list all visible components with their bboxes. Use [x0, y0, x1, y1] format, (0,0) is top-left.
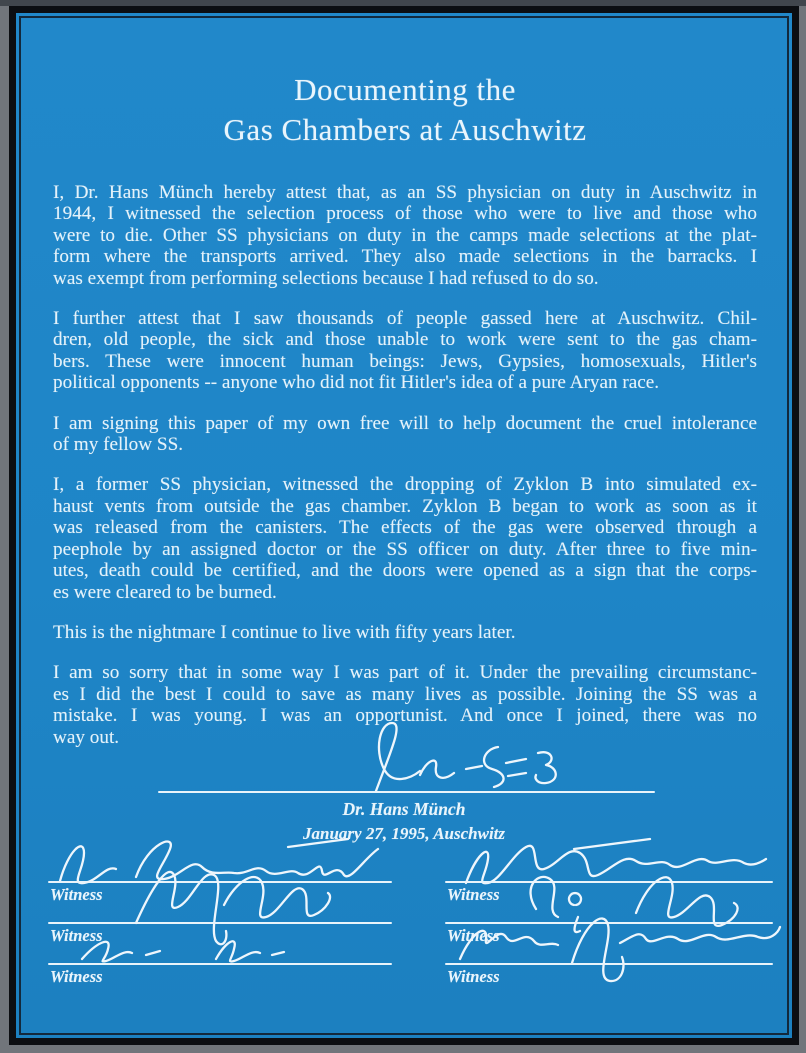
- text-line: was released from the canisters. The effects of the gas were observed through a: [53, 517, 757, 539]
- text-line: 1944, I witnessed the selection process of those who were to live and those who: [53, 203, 757, 225]
- document-title: [53, 70, 757, 150]
- signature-date-place: January 27, 1995, Auschwitz: [303, 824, 505, 843]
- text-line: I am so sorry that in some way I was part of it. Under the prevailing circumstanc-: [53, 662, 757, 684]
- text-line: haust vents from outside the gas chamber. Zyklon B began to work as soon as it: [53, 495, 757, 517]
- text-line: es were cleared to be burned.: [53, 581, 277, 603]
- paragraph-5: [53, 622, 757, 643]
- witness-signature-6: [454, 901, 784, 991]
- witness-line-6: [445, 963, 773, 965]
- witness-label-2: Witness: [50, 926, 103, 945]
- text-line: I, Dr. Hans Münch hereby attest that, as an SS physician on duty in Auschwitz in: [53, 182, 757, 203]
- text-line: bers. These were innocent human beings: Jews, Gypsies, homosexuals, Hitler's: [53, 350, 757, 372]
- document-title-line1: Documenting the: [294, 72, 516, 107]
- witness-label-4: Witness: [447, 885, 500, 904]
- witness-line-3: [48, 963, 392, 965]
- text-line: was exempt from performing selections because I had refused to do so.: [53, 267, 599, 289]
- witness-label-3: Witness: [50, 967, 103, 986]
- witness-label-1: Witness: [50, 885, 103, 904]
- signer-name: Dr. Hans Münch: [342, 799, 466, 819]
- text-line: This is the nightmare I continue to live with fifty years later.: [53, 621, 516, 643]
- text-line: dren, old people, the sick and those unable to work were sent to the gas cham-: [53, 329, 757, 351]
- text-line: es I did the best I could to save as many lives as possible. Joining the SS was a: [53, 683, 757, 705]
- witness-label-6: Witness: [447, 967, 500, 986]
- text-line: were to die. Other SS physicians on duty in the camps made selections at the plat-: [53, 224, 757, 246]
- text-line: utes, death could be certified, and the doors were opened as a sign that the corps-: [53, 560, 757, 582]
- witness-signature-3: [76, 913, 336, 965]
- paragraph-4: [53, 474, 757, 602]
- signature-line: [158, 791, 655, 793]
- text-line: of my fellow SS.: [53, 434, 184, 456]
- document-page: [9, 6, 799, 1045]
- paragraph-3: [53, 413, 757, 456]
- text-line: I further attest that I saw thousands of people gassed here at Auschwitz. Chil-: [53, 308, 757, 330]
- text-line: mistake. I was young. I was an opportunist. And once I joined, there was no: [53, 705, 757, 727]
- witness-label-5: Witness: [447, 926, 500, 945]
- paragraph-1: [53, 182, 757, 289]
- paragraph-2: [53, 308, 757, 394]
- text-line: I, a former SS physician, witnessed the dropping of Zyklon B into simulated ex-: [53, 474, 757, 496]
- text-line: form where the transports arrived. They also made selections in the barracks. I: [53, 246, 757, 268]
- text-line: peephole by an assigned doctor or the SS officer on duty. After three to five min-: [53, 538, 757, 560]
- text-line: way out.: [53, 726, 120, 748]
- document-title-line2: Gas Chambers at Auschwitz: [223, 112, 587, 147]
- text-line: I am signing this paper of my own free will to help document the cruel intolerance: [53, 412, 757, 434]
- text-line: political opponents -- anyone who did not fit Hitler's idea of a pure Aryan race.: [53, 372, 660, 394]
- attestation-text: [53, 182, 757, 748]
